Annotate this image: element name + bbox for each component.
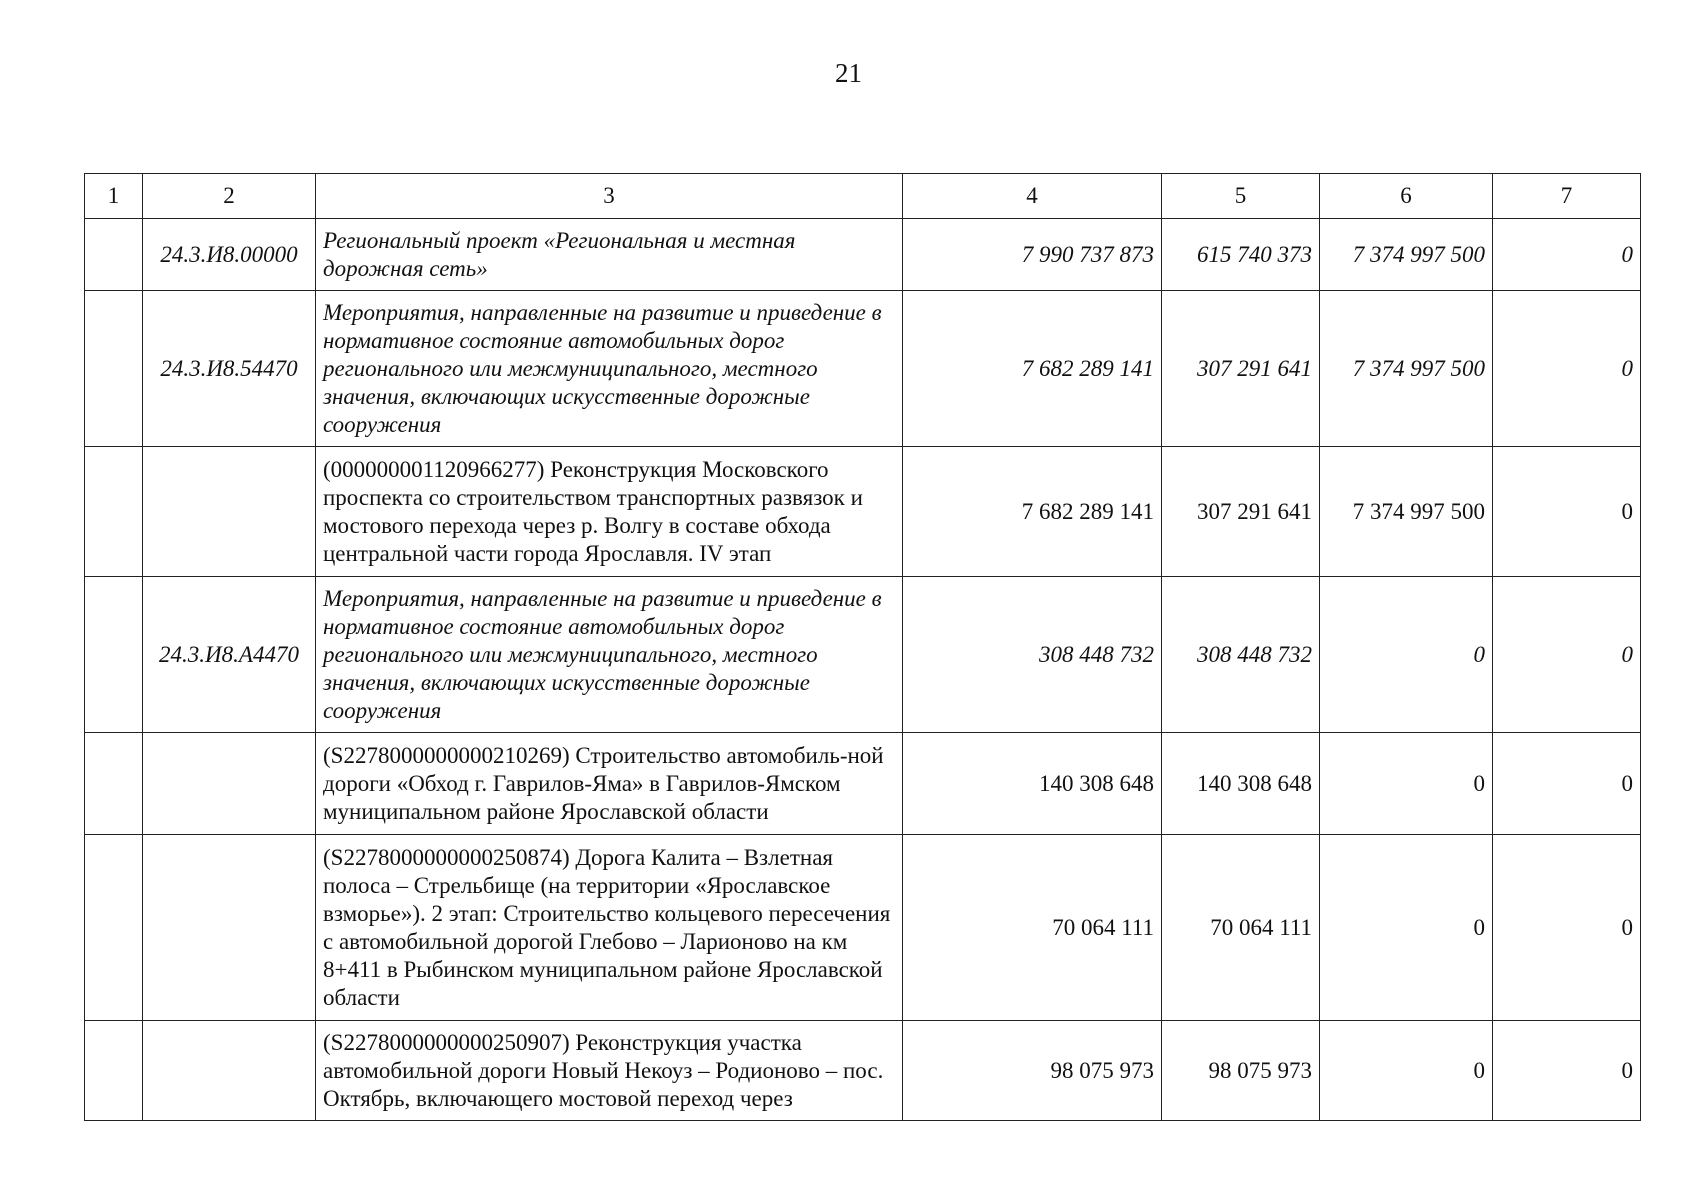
table-row [85, 577, 1641, 733]
amount-col5-cell: 307 291 641 [1162, 447, 1320, 577]
amount-col5-cell: 307 291 641 [1162, 291, 1320, 447]
item-name-cell: Мероприятия, направленные на развитие и приведение в нормативное состояние автомобильных дорог регионального или межмуниципального, местного значения, включающих искусственные дорожные сооружения [316, 577, 903, 733]
amount-col7-cell: 0 [1493, 577, 1641, 733]
budget-code-cell [143, 1021, 316, 1121]
item-name-cell: (000000001120966277) Реконструкция Московского проспекта со строительством транспортных развязок и мостового перехода через р. Волгу в составе обхода центральной части города Ярославля. IV этап [316, 447, 903, 577]
amount-col5-cell: 308 448 732 [1162, 577, 1320, 733]
budget-code-cell [143, 835, 316, 1021]
amount-col7-cell: 0 [1493, 733, 1641, 835]
budget-code-cell: 24.3.И8.00000 [143, 219, 316, 291]
amount-col6-cell: 7 374 997 500 [1320, 291, 1493, 447]
amount-col5-cell: 70 064 111 [1162, 835, 1320, 1021]
amount-col6-cell: 7 374 997 500 [1320, 447, 1493, 577]
amount-col6-cell: 0 [1320, 577, 1493, 733]
amount-col4-cell: 98 075 973 [903, 1021, 1162, 1121]
column-header: 5 [1162, 174, 1320, 219]
amount-col7-cell: 0 [1493, 1021, 1641, 1121]
table-row [85, 1021, 1641, 1121]
amount-col4-cell: 140 308 648 [903, 733, 1162, 835]
row-index-cell [85, 447, 143, 577]
budget-table [84, 173, 1641, 1121]
amount-col4-cell: 7 682 289 141 [903, 447, 1162, 577]
amount-col5-cell: 98 075 973 [1162, 1021, 1320, 1121]
row-index-cell [85, 835, 143, 1021]
column-header: 7 [1493, 174, 1641, 219]
row-index-cell [85, 291, 143, 447]
table-row [85, 447, 1641, 577]
budget-code-cell: 24.3.И8.А4470 [143, 577, 316, 733]
column-header: 2 [143, 174, 316, 219]
page-number: 21 [835, 58, 862, 88]
table-header-row [85, 174, 1641, 219]
row-index-cell [85, 1021, 143, 1121]
item-name-cell: (S2278000000000250874) Дорога Калита – Взлетная полоса – Стрельбище (на территории «Ярославское взморье»). 2 этап: Строительство кольцевого пересечения с автомобильной дорогой Глебово – Ларионово на км 8+411 в Рыбинском муниципальном районе Ярославской области [316, 835, 903, 1021]
amount-col4-cell: 7 682 289 141 [903, 291, 1162, 447]
amount-col5-cell: 140 308 648 [1162, 733, 1320, 835]
table-row [85, 219, 1641, 291]
amount-col4-cell: 70 064 111 [903, 835, 1162, 1021]
row-index-cell [85, 219, 143, 291]
column-header: 6 [1320, 174, 1493, 219]
amount-col6-cell: 0 [1320, 835, 1493, 1021]
row-index-cell [85, 733, 143, 835]
column-header: 1 [85, 174, 143, 219]
table-row [85, 291, 1641, 447]
item-name-cell: Региональный проект «Региональная и местная дорожная сеть» [316, 219, 903, 291]
amount-col7-cell: 0 [1493, 219, 1641, 291]
amount-col6-cell: 7 374 997 500 [1320, 219, 1493, 291]
amount-col4-cell: 7 990 737 873 [903, 219, 1162, 291]
item-name-cell: Мероприятия, направленные на развитие и приведение в нормативное состояние автомобильных дорог регионального или межмуниципального, местного значения, включающих искусственные дорожные сооружения [316, 291, 903, 447]
column-header: 3 [316, 174, 903, 219]
column-header: 4 [903, 174, 1162, 219]
amount-col5-cell: 615 740 373 [1162, 219, 1320, 291]
budget-code-cell [143, 447, 316, 577]
table-row [85, 733, 1641, 835]
amount-col7-cell: 0 [1493, 835, 1641, 1021]
amount-col7-cell: 0 [1493, 447, 1641, 577]
item-name-cell: (S2278000000000250907) Реконструкция участка автомобильной дороги Новый Некоуз – Родионово – пос. Октябрь, включающего мостовой переход через [316, 1021, 903, 1121]
amount-col7-cell: 0 [1493, 291, 1641, 447]
amount-col4-cell: 308 448 732 [903, 577, 1162, 733]
row-index-cell [85, 577, 143, 733]
item-name-cell: (S2278000000000210269) Строительство автомобиль-ной дороги «Обход г. Гаврилов-Яма» в Гаврилов-Ямском муниципальном районе Ярославской области [316, 733, 903, 835]
budget-code-cell: 24.3.И8.54470 [143, 291, 316, 447]
budget-code-cell [143, 733, 316, 835]
amount-col6-cell: 0 [1320, 733, 1493, 835]
table-row [85, 835, 1641, 1021]
amount-col6-cell: 0 [1320, 1021, 1493, 1121]
